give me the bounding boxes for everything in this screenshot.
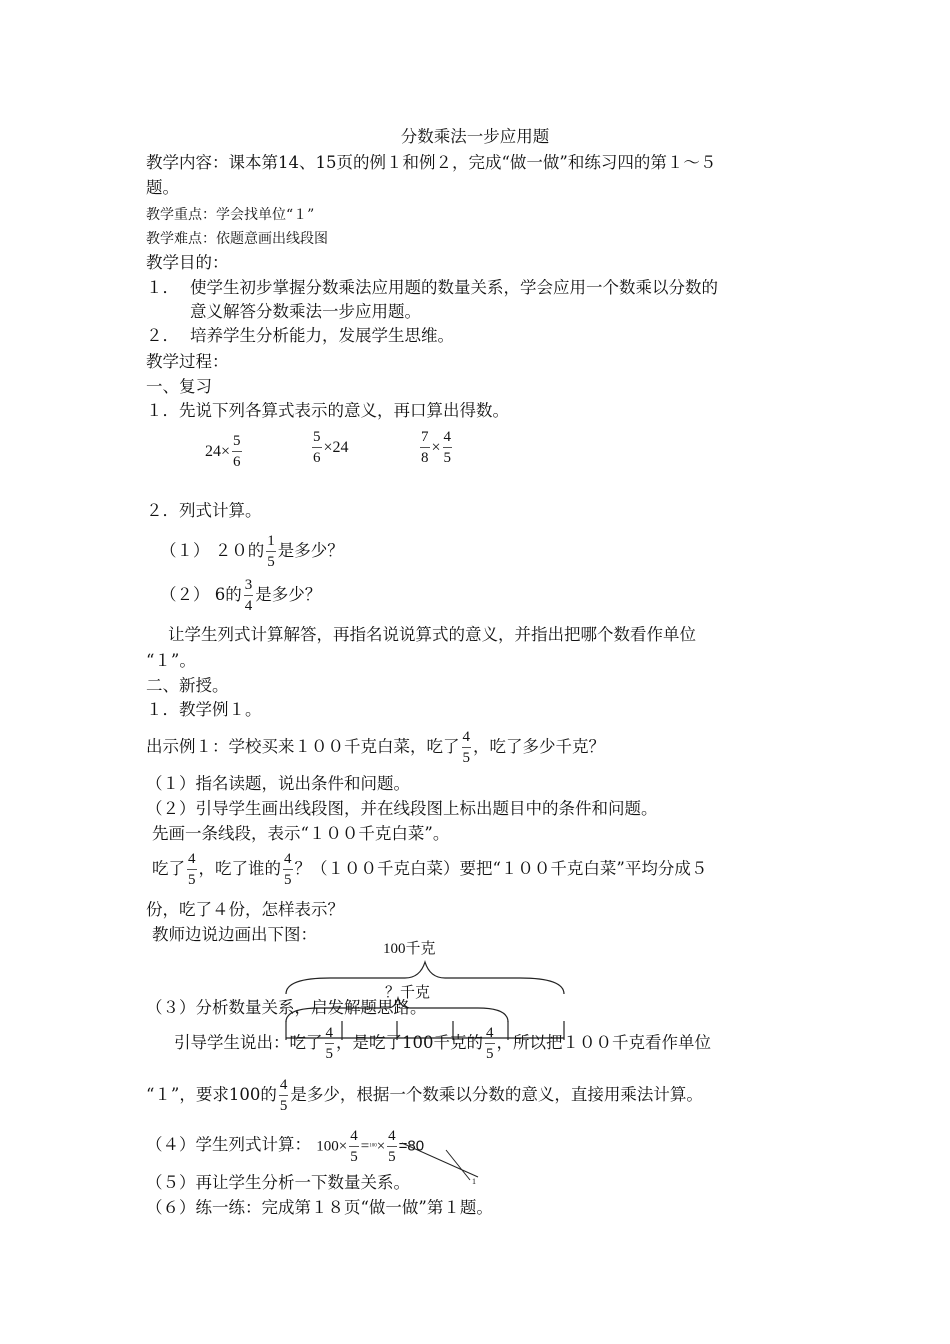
guide-numerator-2: 4 xyxy=(485,1026,495,1044)
calc-cancel-line-1 xyxy=(402,1143,478,1177)
ate-question-middle: ，吃了谁的 xyxy=(198,859,281,878)
expression-1-numerator: 5 xyxy=(232,434,242,452)
question-2-numerator: 3 xyxy=(244,578,254,596)
step-6: （６）练一练：完成第１８页“做一做”第１题。 xyxy=(146,1198,493,1217)
example-1-suffix: ，吃了多少千克？ xyxy=(473,737,605,756)
ate-question-denominator-1: 5 xyxy=(188,871,196,888)
example-1-prefix: 出示例１：学校买来１００千克白菜，吃了 xyxy=(146,737,460,756)
expression-3-numerator-a: 7 xyxy=(420,430,430,448)
question-2-suffix: 是多少？ xyxy=(255,585,322,604)
example-1-heading: １．教学例１。 xyxy=(146,700,262,719)
guide-numerator-1: 4 xyxy=(325,1026,335,1044)
draw-line-text: 先画一条线段，表示“１００千克白菜”。 xyxy=(152,824,450,843)
expression-2-operator: × xyxy=(323,439,333,456)
step-2: （２）引导学生画出线段图，并在线段图上标出题目中的条件和问题。 xyxy=(146,799,658,818)
goal-heading: 教学目的： xyxy=(146,253,229,272)
guide-denominator-1: 5 xyxy=(325,1045,333,1062)
calc-cancel-result: 1 xyxy=(472,1177,476,1186)
question-1-suffix: 是多少？ xyxy=(277,541,344,560)
guide-denominator-2: 5 xyxy=(486,1045,494,1062)
calc-numerator-1: 4 xyxy=(349,1129,359,1147)
expression-3-denominator-b: 5 xyxy=(443,450,452,466)
goal-2-number: ２． xyxy=(146,326,179,345)
process-heading: 教学过程： xyxy=(146,352,229,371)
diagram-question-label: ？千克 xyxy=(385,985,431,1001)
calc-cancel-mark: 100 xyxy=(369,1143,377,1149)
example-1-numerator: 4 xyxy=(462,730,472,748)
ate-question-prefix: 吃了 xyxy=(152,859,185,878)
unit-prefix: “１”，要求100的 xyxy=(146,1085,277,1104)
expression-3-operator: × xyxy=(431,439,441,456)
instruction: 让学生列式计算解答，再指名说说算式的意义，并指出把哪个数看作单位 xyxy=(168,625,696,644)
expression-1-operator: × xyxy=(221,443,231,460)
question-1-denominator: 5 xyxy=(267,553,275,570)
unit-suffix: 是多少，根据一个数乘以分数的意义，直接用乘法计算。 xyxy=(290,1085,703,1104)
step-1: （１）指名读题，说出条件和问题。 xyxy=(146,774,410,793)
review-item-2: ２．列式计算。 xyxy=(146,501,262,520)
goal-2-text: 培养学生分析能力，发展学生思维。 xyxy=(190,326,454,345)
expression-2-numerator: 5 xyxy=(312,430,322,448)
goal-1-text: 使学生初步掌握分数乘法应用题的数量关系，学会应用一个数乘以分数的 xyxy=(190,278,718,297)
calc-numerator-2: 4 xyxy=(387,1129,397,1147)
question-2-prefix: （２） 6的 xyxy=(160,585,242,604)
calc-operator: × xyxy=(338,1138,348,1155)
question-1-numerator: 1 xyxy=(266,534,276,552)
guide-prefix: 引导学生说出：吃了 xyxy=(174,1033,323,1052)
question-2-denominator: 4 xyxy=(244,597,253,614)
calc-integer: 100 xyxy=(316,1138,339,1155)
calc-result: =80 xyxy=(398,1137,425,1155)
expression-1-denominator: 6 xyxy=(233,454,241,470)
ate-question-denominator-2: 5 xyxy=(284,871,292,888)
diagram-total-label: 100千克 xyxy=(383,941,436,957)
guide-suffix: ，所以把１００千克看作单位 xyxy=(496,1033,711,1052)
page-title: 分数乘法一步应用题 xyxy=(400,127,550,146)
expression-3-denominator-a: 8 xyxy=(421,450,429,466)
teaching-content-cont: 题。 xyxy=(146,178,179,197)
difficulty: 教学难点：依题意画出线段图 xyxy=(146,231,328,247)
expression-3-numerator-b: 4 xyxy=(443,430,453,448)
review-heading: 一、复习 xyxy=(146,377,212,396)
new-lesson-heading: 二、新授。 xyxy=(146,676,229,695)
calc-operator-2: × xyxy=(376,1138,386,1155)
ate-question-suffix: ？（１００千克白菜）要把“１００千克白菜”平均分成５ xyxy=(294,859,708,878)
key-point: 教学重点：学会找单位“１” xyxy=(146,207,315,223)
instruction-cont: “１”。 xyxy=(146,651,196,670)
unit-denominator: 5 xyxy=(279,1097,288,1114)
expression-2-integer: 24 xyxy=(332,439,349,456)
question-1-prefix: （１） ２０的 xyxy=(160,541,265,560)
step-4-label: （４）学生列式计算： xyxy=(146,1135,311,1154)
step-3: （３）分析数量关系，启发解题思路。 xyxy=(146,998,427,1017)
ate-question-numerator-2: 4 xyxy=(283,852,293,870)
calc-cancel-line-2 xyxy=(446,1150,470,1180)
review-item-1: １．先说下列各算式表示的意义，再口算出得数。 xyxy=(146,401,509,420)
example-1-denominator: 5 xyxy=(462,749,470,766)
calc-equals: = xyxy=(360,1138,370,1155)
guide-middle: ，是吃了100千克的 xyxy=(336,1033,483,1052)
calc-denominator-1: 5 xyxy=(350,1148,358,1165)
goal-1-text-cont: 意义解答分数乘法一步应用题。 xyxy=(190,302,421,321)
calc-denominator-2: 5 xyxy=(388,1148,396,1165)
teacher-instruction: 教师边说边画出下图： xyxy=(152,925,317,944)
step-5: （５）再让学生分析一下数量关系。 xyxy=(146,1173,410,1192)
expression-2-denominator: 6 xyxy=(313,450,321,466)
ate-question-numerator-1: 4 xyxy=(187,852,197,870)
goal-1-number: １． xyxy=(146,278,179,297)
unit-numerator: 4 xyxy=(279,1078,289,1096)
teaching-content: 教学内容：课本第14、15页的例１和例２，完成“做一做”和练习四的第１～５ xyxy=(146,153,717,172)
expression-1-integer: 24 xyxy=(205,443,221,460)
ate-question-cont: 份，吃了４份，怎样表示？ xyxy=(146,900,344,919)
